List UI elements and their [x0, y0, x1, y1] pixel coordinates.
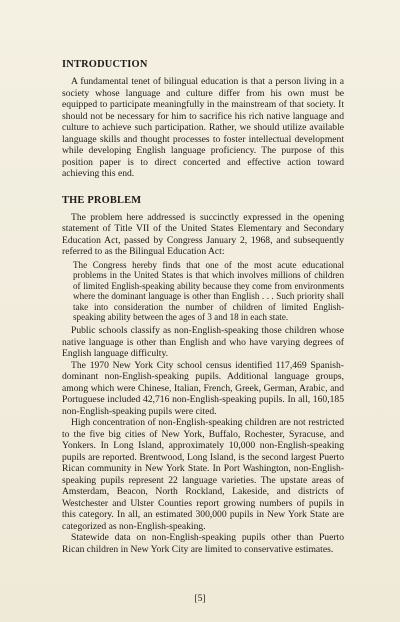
- section-heading-problem: THE PROBLEM: [62, 194, 142, 206]
- problem-paragraph-classification: Public schools classify as non-English-speaking those children whose native language is other than English and who have varying degrees of English language difficulty.: [62, 325, 344, 360]
- page-number: [5]: [194, 593, 206, 604]
- problem-paragraph-census: The 1970 New York City school census identified 117,469 Spanish-dominant non-English-speaking pupils. Additional language groups, among which were Chinese, Italian, French, Greek, German, Arabic, and Portuguese included 42,716 non-English-speaking pupils. In all, 160,185 non-English-speaking pupils were cited.: [62, 359, 344, 417]
- problem-paragraph-concentration: High concentration of non-English-speaking children are not restricted to the five big cities of New York, Buffalo, Rochester, Syracuse, and Yonkers. In Long Island, approximately 10,000 non-English-speaking pupils are reported. Brentwood, Long Island, is the second largest Puerto Rican community in New York State. In Port Washington, non-English-speaking pupils represent 22 language varieties. The upstate areas of Amsterdam, Beacon, North Rockland, Lakeside, and districts of Westchester and Ulster Counties report growing numbers of pupils in this category. In all, an estimated 300,000 pupils in New York State are categorized as non-English-speaking.: [62, 417, 344, 532]
- block-quote-bilingual-act: The Congress hereby finds that one of the most acute educational problems in the United States is that which involves millions of children of limited English-speaking ability because they come from environments where the dominant language is other than English . . . Such priority shall take into consideration the number of children of limited English-speaking ability between the ages of 3 and 18 in each state.: [73, 259, 344, 323]
- problem-paragraph-opening: The problem here addressed is succinctly expressed in the opening statement of Title VII of the United States Elementary and Secondary Education Act, passed by Congress January 2, 1968, and subsequently referred to as the Bilingual Education Act:: [62, 211, 344, 257]
- introduction-paragraph: A fundamental tenet of bilingual education is that a person living in a society whose language and culture differ from his own must be equipped to participate meaningfully in the mainstream of that society. It should not be necessary for him to sacrifice his rich native language and culture to achieve such participation. Rather, we should utilize available language skills and thought processes to foster intellectual development while developing English language proficiency. The purpose of this position paper is to direct concerted and effective action toward achieving this end.: [62, 76, 344, 179]
- section-heading-introduction: INTRODUCTION: [62, 59, 148, 70]
- problem-paragraph-statewide: Statewide data on non-English-speaking pupils other than Puerto Rican children in New York City are limited to conservative estimates.: [62, 532, 344, 555]
- page-content: [62, 59, 344, 555]
- section-spacer: [62, 180, 344, 195]
